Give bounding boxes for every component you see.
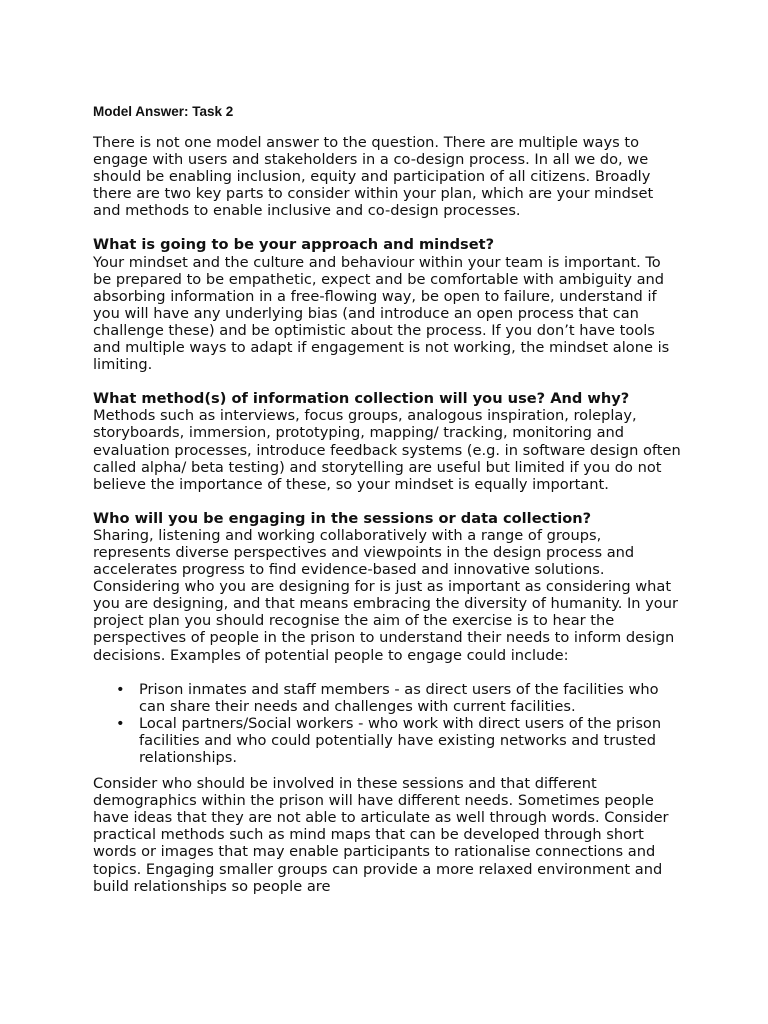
- list-item: [116, 680, 683, 715]
- intro-paragraph: There is not one model answer to the question. There are multiple ways to engage with users and stakeholders in a co-design process. In all we do, we should be enabling inclusion, equity and participation of all citizens. Broadly there are two key parts to consider within your plan, which are your mindset and methods to enable inclusive and co-design processes.: [93, 134, 654, 220]
- document-title: Model Answer: Task 2: [93, 104, 234, 119]
- list-item-text: Prison inmates and staff members - as direct users of the facilities who can share their needs and challenges with current facilities.: [139, 680, 659, 715]
- bullet-list: [93, 681, 683, 766]
- list-item: [116, 714, 683, 766]
- list-item-text: Local partners/Social workers - who work with direct users of the prison facilities and who could potentially have existing networks and trusted relationships.: [139, 714, 662, 766]
- section-body-methods: Methods such as interviews, focus groups, analogous inspiration, roleplay, storyboards, immersion, prototyping, mapping/ tracking, monitoring and evaluation processes, introduce feedback systems (e.g. in software design often called alpha/ beta testing) and storytelling are useful but limited if you do not believe the importance of these, so your mindset is equally important.: [93, 407, 681, 493]
- closing-paragraph: Consider who should be involved in these sessions and that different demographics within the prison will have different needs. Sometimes people have ideas that they are not able to articulate as well through words. Consider practical methods such as mind maps that can be developed through short words or images that may enable participants to rationalise connections and topics. Engaging smaller groups can provide a more relaxed environment and build relationships so people are: [93, 775, 669, 895]
- section-body-engagement: Sharing, listening and working collaboratively with a range of groups, represents diverse perspectives and viewpoints in the design process and accelerates progress to find evidence-based and innovative solutions. Considering who you are designing for is just as important as considering what you are designing, and that means embracing the diversity of humanity. In your project plan you should recognise the aim of the exercise is to hear the perspectives of people in the prison to understand their needs to inform design decisions. Examples of potential people to engage could include:: [93, 526, 678, 664]
- bullet-icon: •: [116, 680, 125, 698]
- section-engagement: [93, 510, 683, 664]
- bullet-icon: •: [116, 714, 125, 732]
- section-approach-mindset: [93, 236, 683, 373]
- section-heading-methods: What method(s) of information collection will you use? And why?: [93, 390, 630, 408]
- section-methods: [93, 390, 683, 493]
- closing-block: [93, 775, 683, 895]
- section-heading-engagement: Who will you be engaging in the sessions or data collection?: [93, 509, 592, 527]
- document-page: [93, 104, 683, 895]
- section-heading-approach: What is going to be your approach and mindset?: [93, 236, 495, 254]
- intro-block: [93, 134, 683, 219]
- section-body-approach: Your mindset and the culture and behaviour within your team is important. To be prepared to be empathetic, expect and be comfortable with ambiguity and absorbing information in a free-flowing way, be open to failure, understand if you will have any underlying bias (and introduce an open process that can challenge these) and be optimistic about the process. If you don’t have tools and multiple ways to adapt if engagement is not working, the mindset alone is limiting.: [93, 253, 670, 374]
